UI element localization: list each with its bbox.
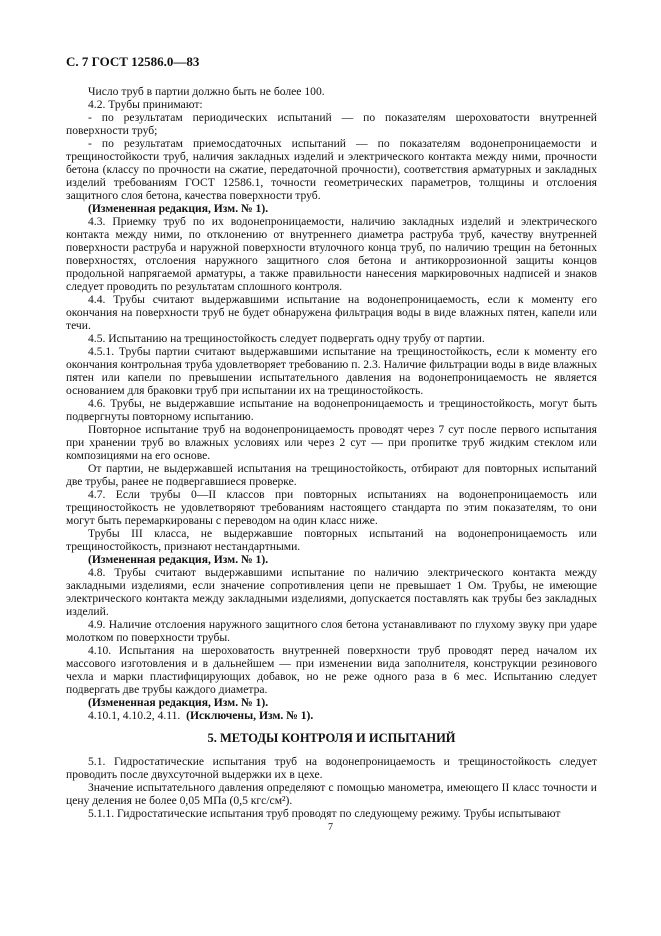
amendment-note: (Измененная редакция, Изм. № 1). xyxy=(88,696,269,709)
amendment-note: (Измененная редакция, Изм. № 1). xyxy=(88,202,269,215)
paragraph: - по результатам периодических испытаний — по показателям шероховатости внутренней поверхности труб; xyxy=(66,111,597,137)
amendment-note: (Измененная редакция, Изм. № 1). xyxy=(88,553,269,566)
section-heading: 5. МЕТОДЫ КОНТРОЛЯ И ИСПЫТАНИЙ xyxy=(207,731,456,745)
paragraph: Повторное испытание труб на водонепроницаемость проводят через 7 сут после первого испытания при хранении труб во влажных условиях или через 2 сут — при пропитке труб жидким стеклом или композициями на его основе. xyxy=(66,423,597,462)
paragraph: 4.4. Трубы считают выдержавшими испытание на водонепроницаемость, если к моменту его окончания на поверхности труб не будет обнаружена фильтрация воды в виде влажных пятен, капели или течи. xyxy=(66,293,597,332)
paragraph: 4.9. Наличие отслоения наружного защитного слоя бетона устанавливают по глухому звуку при ударе молотком по поверхности трубы. xyxy=(66,618,597,644)
paragraph: 4.10. Испытания на шероховатость внутренней поверхности труб проводят перед началом их массового изготовления и в дальнейшем — при изменении вида заполнителя, конструкции резинового чехла и марки пластифицирующих добавок, но не реже одного раза в 6 мес. Испытанию следует подвергать две трубы каждого диаметра. xyxy=(66,644,597,696)
document-body xyxy=(66,85,597,820)
paragraph: Значение испытательного давления определяют с помощью манометра, имеющего II класс точности и цену деления не более 0,05 МПа (0,5 кгс/см²). xyxy=(66,781,597,807)
paragraph: Число труб в партии должно быть не более 100. xyxy=(88,85,325,98)
excluded-items xyxy=(66,709,597,722)
paragraph: 4.3. Приемку труб по их водонепроницаемости, наличию закладных изделий и электрического контакта между ними, по отклонению от внутреннего диаметра раструба труб, качеству внутренней поверхности раструба и наружной поверхности втулочного конца труб, по наличию трещин на бетонных поверхностях, отслоения наружного защитного слоя бетона и антикоррозионной защиты концов продольной напрягаемой арматуры, а также правильности нанесения маркировочных надписей и знаков следует проводить по результатам сплошного контроля. xyxy=(66,215,597,293)
paragraph: 4.2. Трубы принимают: xyxy=(88,98,203,111)
paragraph: 4.6. Трубы, не выдержавшие испытание на водонепроницаемость и трещиностойкость, могут быть подвергнуты повторному испытанию. xyxy=(66,397,597,423)
paragraph: 5.1.1. Гидростатические испытания труб проводят по следующему режиму. Трубы испытывают xyxy=(88,807,561,820)
paragraph: 4.5.1. Трубы партии считают выдержавшими испытание на трещиностойкость, если к моменту его окончания контрольная труба удовлетворяет требованию п. 2.3. Наличие фильтрации воды в виде влажных пятен или капели по превышении испытательного давления на водонепроницаемость не является основанием для браковки труб при испытании их на трещиностойкость. xyxy=(66,345,597,397)
paragraph: 4.5. Испытанию на трещиностойкость следует подвергать одну трубу от партии. xyxy=(88,332,485,345)
paragraph: От партии, не выдержавшей испытания на трещиностойкость, отбирают для повторных испытаний две трубы, ранее не подвергавшиеся проверке. xyxy=(66,462,597,488)
excluded-numbers: 4.10.1, 4.10.2, 4.11. xyxy=(88,709,181,722)
paragraph: 5.1. Гидростатические испытания труб на водонепроницаемость и трещиностойкость следует проводить после двухсуточной выдержки их в цехе. xyxy=(66,755,597,781)
page-number: 7 xyxy=(328,822,333,833)
paragraph: 4.7. Если трубы 0—II классов при повторных испытаниях на водонепроницаемость или трещиностойкость не удовлетворяют требованиям настоящего стандарта по этим показателям, то они могут быть перемаркированы с переводом на один класс ниже. xyxy=(66,488,597,527)
paragraph: 4.8. Трубы считают выдержавшими испытание по наличию электрического контакта между закладными изделиями, если значение сопротивления цепи не превышает 1 Ом. Трубы, не имеющие электрического контакта между закладными изделиями, допускается поставлять как трубы без закладных изделий. xyxy=(66,566,597,618)
excluded-note: (Исключены, Изм. № 1). xyxy=(186,709,314,722)
page-header: С. 7 ГОСТ 12586.0—83 xyxy=(66,54,200,69)
paragraph: - по результатам приемосдаточных испытаний — по показателям водонепроницаемости и трещиностойкости труб, наличия закладных изделий и электрического контакта между ними, прочности бетона (классу по прочности на сжатие, передаточной прочности), соответствия арматурных и закладных изделий требованиям ГОСТ 12586.1, точности геометрических параметров, толщины и отслоения защитного слоя бетона, качества поверхности труб. xyxy=(66,137,597,202)
paragraph: Трубы III класса, не выдержавшие повторных испытаний на водонепроницаемость или трещиностойкость, признают нестандартными. xyxy=(66,527,597,553)
